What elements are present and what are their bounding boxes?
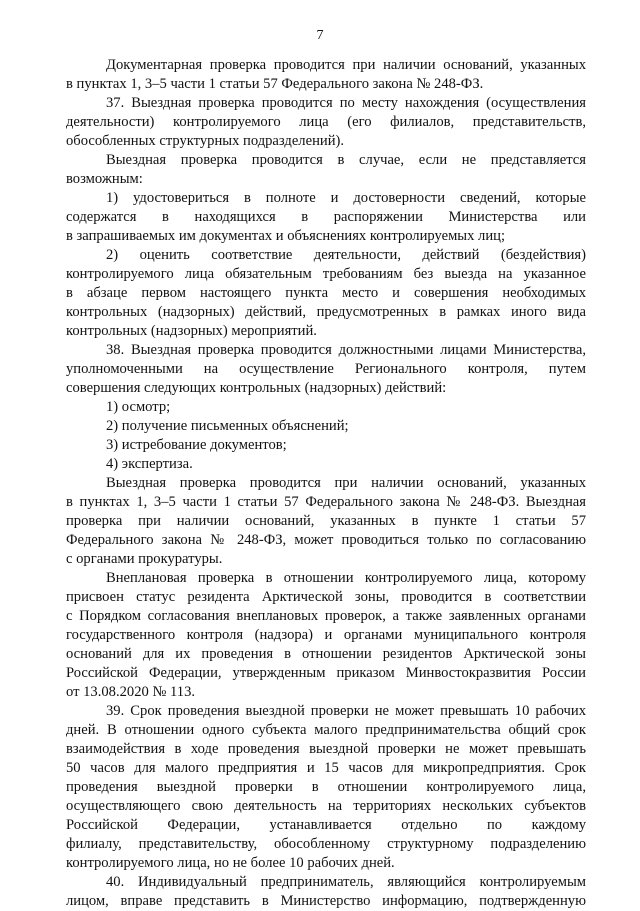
text-line: возможным: xyxy=(66,171,143,187)
text-line: совершения следующих контрольных (надзорных) действий: xyxy=(66,380,447,396)
text-line: Федерального закона № 248-ФЗ, может проводиться только по согласованию xyxy=(66,532,586,548)
text-line: 38. Выездная проверка проводится должностными лицами Министерства, xyxy=(106,342,586,358)
text-line: Российской Федерации, утвержденным приказом Минвостокразвития России xyxy=(66,665,586,681)
text-line: в абзаце первом настоящего пункта место и совершения необходимых xyxy=(66,285,586,301)
text-line: в запрашиваемых им документах и объяснениях контролируемых лиц; xyxy=(66,228,506,244)
text-line: в пунктах 1, 3–5 части 1 статьи 57 Федерального закона № 248-ФЗ. Выездная xyxy=(66,494,586,510)
text-line: 1) удостовериться в полноте и достоверности сведений, которые xyxy=(106,190,586,206)
text-line: 3) истребование документов; xyxy=(106,437,287,453)
text-line: лицом, вправе представить в Министерство информацию, подтвержденную xyxy=(66,893,586,909)
text-line: Российской Федерации, устанавливается отдельно по каждому xyxy=(66,817,586,833)
text-line: Внеплановая проверка в отношении контролируемого лица, которому xyxy=(106,570,586,586)
text-line: 37. Выездная проверка проводится по месту нахождения (осуществления xyxy=(106,95,586,111)
text-line: 39. Срок проведения выездной проверки не может превышать 10 рабочих xyxy=(106,703,586,719)
text-line: контрольных (надзорных) действий, предусмотренных в рамках иного вида xyxy=(66,304,586,320)
text-line: 2) получение письменных объяснений; xyxy=(106,418,349,434)
text-line: проведения выездной проверки в отношении контролируемого лица, xyxy=(66,779,586,795)
text-line: содержатся в находящихся в распоряжении Министерства или xyxy=(66,209,586,225)
document-body xyxy=(66,56,586,911)
text-line: присвоен статус резидента Арктической зоны, проводится в соответствии xyxy=(66,589,586,605)
text-line: филиалу, представительству, обособленному структурному подразделению xyxy=(66,836,586,852)
text-line: от 13.08.2020 № 113. xyxy=(66,684,196,700)
text-line: 4) экспертиза. xyxy=(106,456,193,472)
text-line: 1) осмотр; xyxy=(106,399,171,415)
text-line: дней. В отношении одного субъекта малого предпринимательства общий срок xyxy=(66,722,586,738)
text-line: уполномоченными на осуществление Регионального контроля, путем xyxy=(66,361,586,377)
text-line: осуществляющего свою деятельность на территориях нескольких субъектов xyxy=(66,798,586,814)
text-line: контролируемого лица обязательным требованиям без выезда на указанное xyxy=(66,266,586,282)
text-line: 50 часов для малого предприятия и 15 часов для микропредприятия. Срок xyxy=(66,760,586,776)
text-line: 40. Индивидуальный предприниматель, являющийся контролируемым xyxy=(106,874,586,890)
text-line: Документарная проверка проводится при наличии оснований, указанных xyxy=(106,57,586,73)
text-line: в пунктах 1, 3–5 части 1 статьи 57 Федерального закона № 248-ФЗ. xyxy=(66,76,484,92)
text-line: взаимодействия в ходе проведения выездной проверки не может превышать xyxy=(66,741,586,757)
text-line: контрольных (надзорных) мероприятий. xyxy=(66,323,317,339)
text-line: Выездная проверка проводится в случае, если не представляется xyxy=(106,152,586,168)
text-line: обособленных структурных подразделений). xyxy=(66,133,345,149)
text-line: 2) оценить соответствие деятельности, действий (бездействия) xyxy=(106,247,586,263)
page-number: 7 xyxy=(316,28,324,43)
text-line: с Порядком согласования внеплановых проверок, а также заявленных органами xyxy=(66,608,586,624)
text-line: деятельности) контролируемого лица (его филиалов, представительств, xyxy=(66,114,586,130)
text-line: контролируемого лица, но не более 10 рабочих дней. xyxy=(66,855,395,871)
text-line: оснований для их проведения в отношении резидентов Арктической зоны xyxy=(66,646,586,662)
text-line: Выездная проверка проводится при наличии оснований, указанных xyxy=(106,475,586,491)
text-line: проверка при наличии оснований, указанных в пункте 1 статьи 57 xyxy=(66,513,586,529)
text-line: с органами прокуратуры. xyxy=(66,551,223,567)
text-line: государственного контроля (надзора) и органами муниципального контроля xyxy=(66,627,586,643)
